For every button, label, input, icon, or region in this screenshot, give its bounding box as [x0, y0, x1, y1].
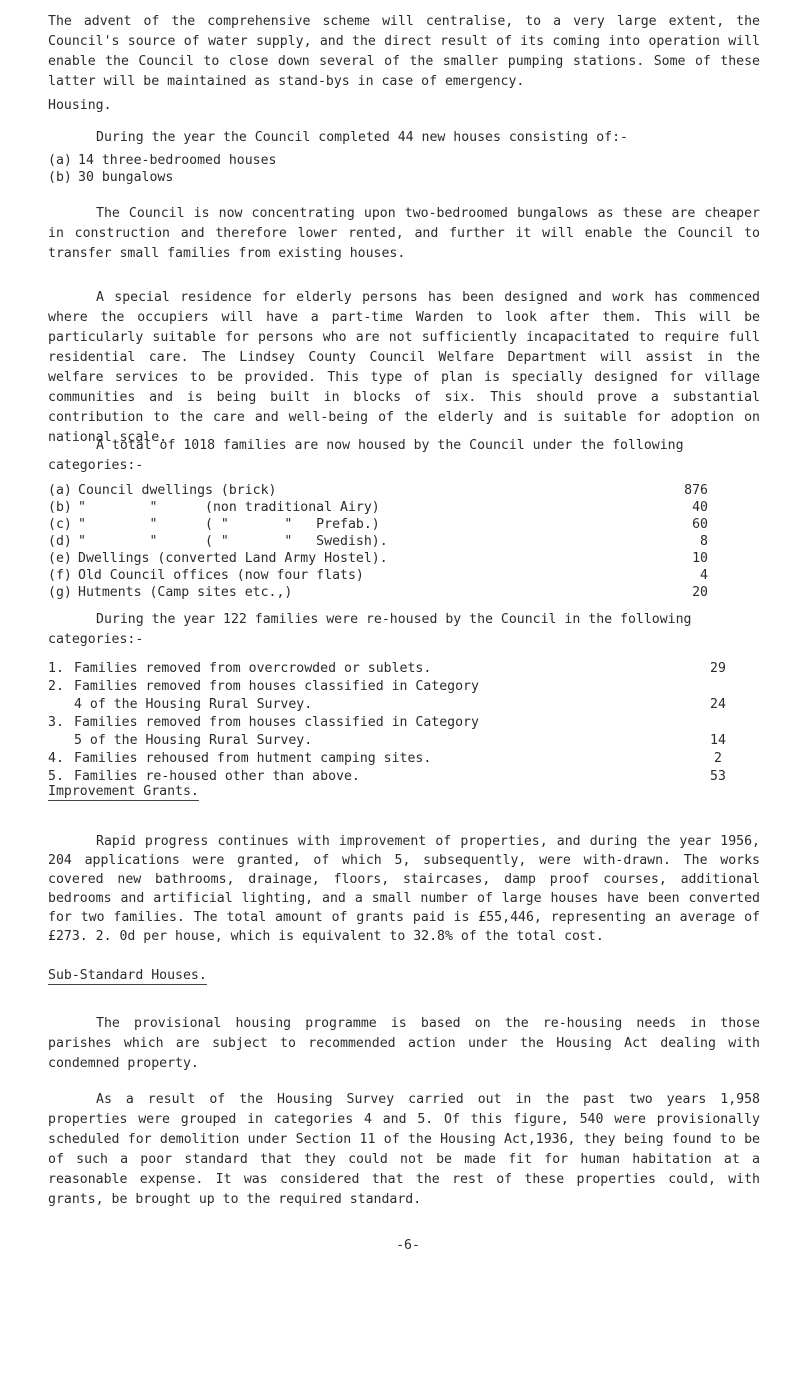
total-families-intro: A total of 1018 families are now housed by the Council under the following categories:-: [48, 438, 684, 473]
row-description: " " ( " " Prefab.): [78, 517, 380, 532]
completed-list: [48, 152, 277, 186]
sub-standard-paragraph-2: As a result of the Housing Survey carried out in the past two years 1,958 properties were grouped in categories 4 and 5. Of this figure, 540 were provisionally scheduled for demolition under Section 11 of the Housing Act,1936, they being found to be of such a poor standard that they could not be made fit for human habitation at a reasonable expense. It was considered that the rest of these properties could, with grants, be brought up to the required standard.: [48, 1092, 760, 1207]
completed-intro: During the year the Council completed 44 new houses consisting of:-: [96, 130, 628, 145]
row-label: (c): [48, 517, 72, 532]
list-item-continuation: [48, 732, 760, 750]
list-item: [48, 169, 277, 186]
elderly-residence-paragraph: A special residence for elderly persons has been designed and work has commenced where the occupiers will have a part-time Warden to look after them. This will be particularly suitable for persons who are not sufficiently incapacitated to require full residential care. The Lindsey County Council Welfare Department will assist in the welfare services to be provided. This type of plan is specially designed for village communities and is being built in blocks of six. This should prove a substantial contribution to the care and well-being of the elderly and is suitable for adoption on national scale.: [48, 290, 760, 445]
table-row: [48, 550, 760, 567]
row-value: 60: [692, 517, 708, 532]
table-row: [48, 567, 760, 584]
heading-text: Improvement Grants.: [48, 784, 199, 799]
item-text: 14 three-bedroomed houses: [78, 153, 277, 168]
item-value: 24: [710, 697, 726, 712]
row-value: 10: [692, 551, 708, 566]
list-item: [48, 678, 760, 696]
item-text: Families removed from overcrowded or sublets.: [74, 661, 432, 676]
item-text: 4 of the Housing Rural Survey.: [74, 697, 313, 712]
table-row: [48, 516, 760, 533]
row-description: " " ( " " Swedish).: [78, 534, 388, 549]
list-item: [48, 714, 760, 732]
categories-table: [48, 482, 760, 601]
item-number: 4.: [48, 751, 64, 766]
item-value: 29: [710, 661, 726, 676]
sub-standard-heading: [48, 966, 207, 986]
row-label: (a): [48, 483, 72, 498]
item-text: Families rehoused from hutment camping sites.: [74, 751, 432, 766]
page-number: -6-: [396, 1238, 420, 1253]
row-value: 4: [700, 568, 708, 583]
item-label: (a): [48, 153, 72, 168]
item-value: 2: [714, 751, 722, 766]
row-value: 20: [692, 585, 708, 600]
improvement-grants-heading: [48, 782, 199, 802]
item-text: Families removed from houses classified in Category: [74, 715, 479, 730]
item-number: 5.: [48, 769, 64, 784]
row-label: (e): [48, 551, 72, 566]
table-row: [48, 482, 760, 499]
row-description: Old Council offices (now four flats): [78, 568, 364, 583]
intro-paragraph: The advent of the comprehensive scheme will centralise, to a very large extent, the Council's source of water supply, and the direct result of its coming into operation will enable the Council to close down several of the smaller pumping stations. Some of these latter will be maintained as stand-bys in case of emergency.: [48, 14, 760, 89]
rehoused-intro: During the year 122 families were re-housed by the Council in the following categories:-: [48, 612, 692, 647]
bungalows-paragraph: The Council is now concentrating upon two-bedroomed bungalows as these are cheaper in construction and therefore lower rented, and further it will enable the Council to transfer small families from existing houses.: [48, 206, 760, 261]
improvement-grants-paragraph: Rapid progress continues with improvement of properties, and during the year 1956, 204 applications were granted, of which 5, subsequently, were with-drawn. The works covered new bathrooms, drainage, floors, staircases, damp proof courses, additional bedrooms and artificial lighting, and a small number of large houses have been converted for two families. The total amount of grants paid is £55,446, representing an average of £273. 2. 0d per house, which is equivalent to 32.8% of the total cost.: [48, 834, 760, 944]
row-description: Dwellings (converted Land Army Hostel).: [78, 551, 388, 566]
table-row: [48, 499, 760, 516]
row-value: 40: [692, 500, 708, 515]
item-text: 30 bungalows: [78, 170, 174, 185]
sub-standard-paragraph-1: The provisional housing programme is based on the re-housing needs in those parishes which are subject to recommended action under the Housing Act dealing with condemned property.: [48, 1016, 760, 1071]
rehoused-list: [48, 660, 760, 786]
table-row: [48, 533, 760, 550]
item-number: 1.: [48, 661, 64, 676]
item-text: Families re-housed other than above.: [74, 769, 360, 784]
heading-text: Sub-Standard Houses.: [48, 968, 207, 983]
item-label: (b): [48, 170, 72, 185]
list-item: [48, 660, 760, 678]
item-number: 2.: [48, 679, 64, 694]
row-description: Hutments (Camp sites etc.,): [78, 585, 293, 600]
list-item-continuation: [48, 696, 760, 714]
row-description: " " (non traditional Airy): [78, 500, 380, 515]
item-text: Families removed from houses classified in Category: [74, 679, 479, 694]
list-item: [48, 750, 760, 768]
table-row: [48, 584, 760, 601]
row-label: (b): [48, 500, 72, 515]
row-label: (d): [48, 534, 72, 549]
row-description: Council dwellings (brick): [78, 483, 277, 498]
item-text: 5 of the Housing Rural Survey.: [74, 733, 313, 748]
row-label: (g): [48, 585, 72, 600]
item-number: 3.: [48, 715, 64, 730]
list-item: [48, 152, 277, 169]
row-label: (f): [48, 568, 72, 583]
item-value: 14: [710, 733, 726, 748]
housing-heading: Housing.: [48, 98, 112, 113]
row-value: 8: [700, 534, 708, 549]
item-value: 53: [710, 769, 726, 784]
row-value: 876: [684, 483, 708, 498]
